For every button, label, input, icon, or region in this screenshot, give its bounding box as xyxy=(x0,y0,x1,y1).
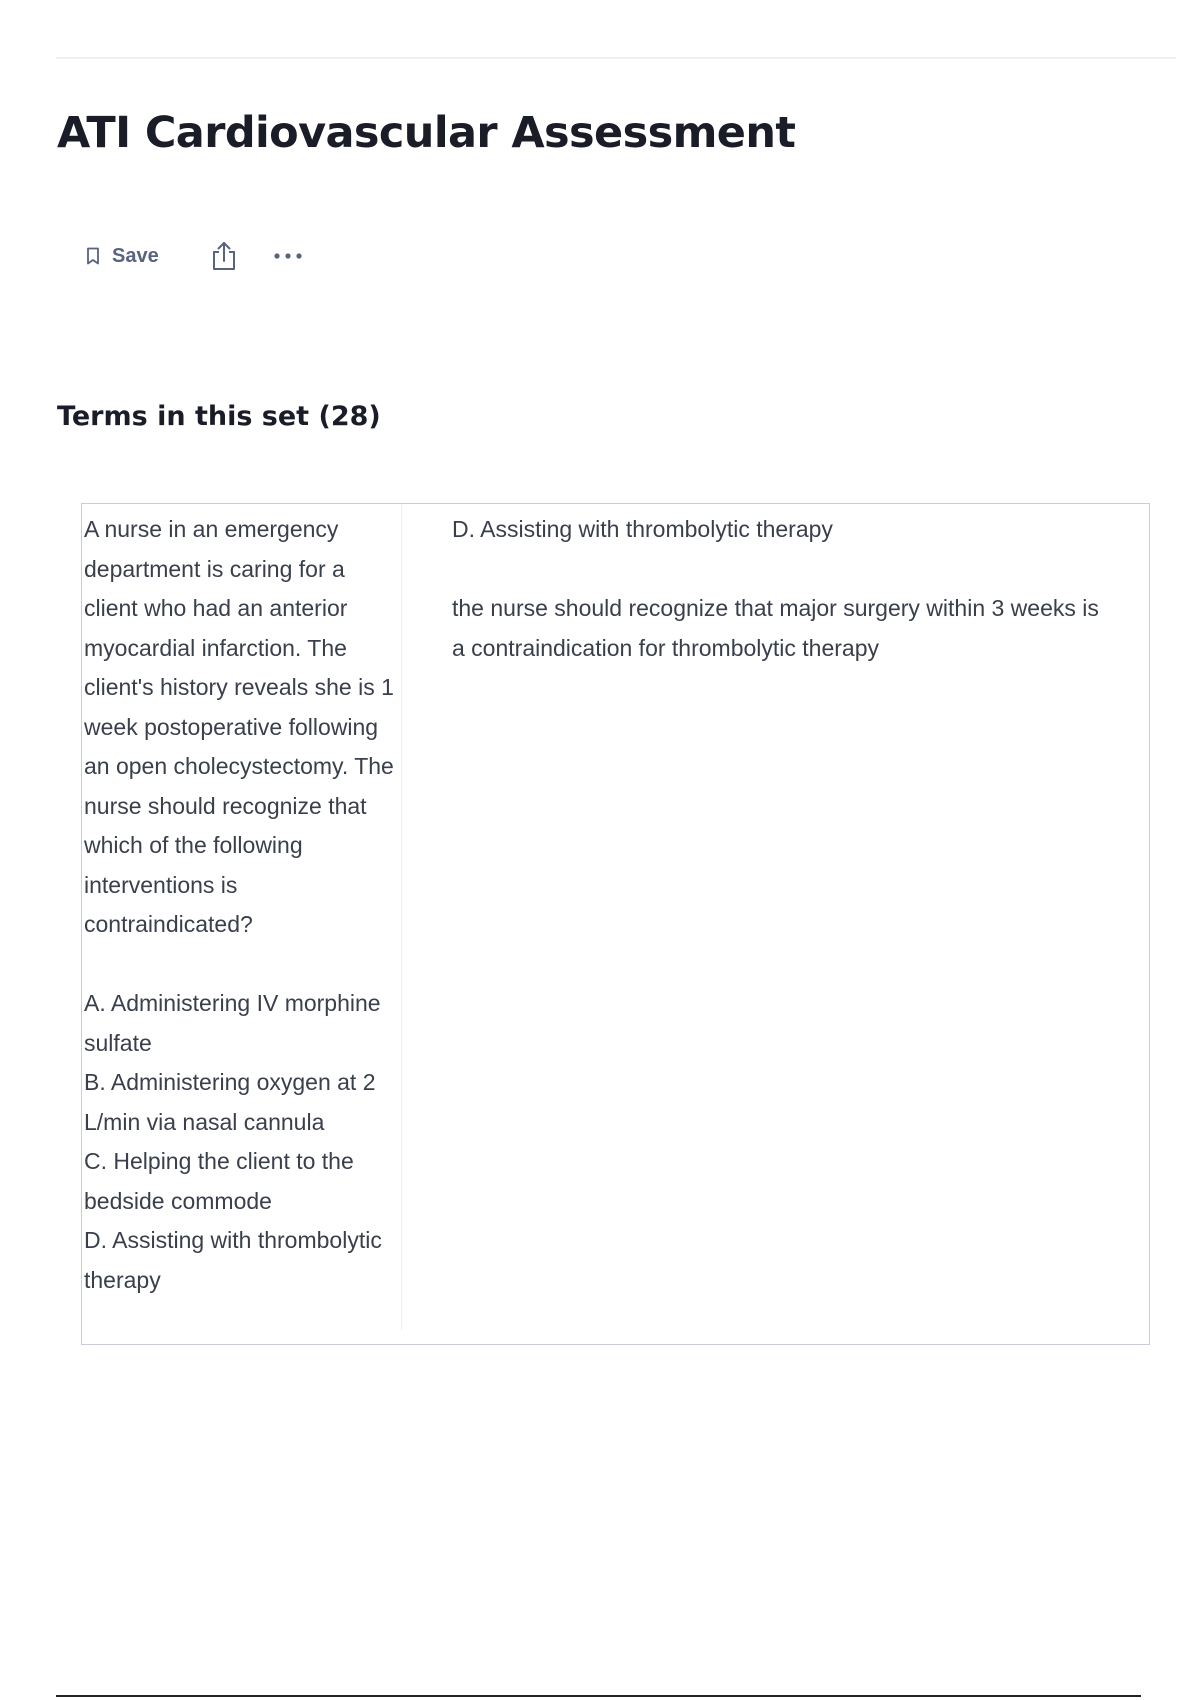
top-divider xyxy=(56,57,1176,59)
definition xyxy=(402,504,1149,1344)
save-button[interactable] xyxy=(86,245,159,268)
terms-count-heading: Terms in this set (28) xyxy=(57,401,381,432)
share-icon xyxy=(211,241,237,271)
save-label: Save xyxy=(112,244,159,267)
definition-answer: D. Assisting with thrombolytic therapy xyxy=(452,516,833,542)
more-options-icon xyxy=(273,252,303,260)
bottom-divider xyxy=(56,1695,1141,1697)
term-card xyxy=(81,503,1150,1345)
page-title: ATI Cardiovascular Assessment xyxy=(57,108,796,158)
share-button[interactable] xyxy=(211,241,237,271)
more-options-button[interactable] xyxy=(273,252,303,260)
set-toolbar xyxy=(86,236,303,276)
term-text: A nurse in an emergency department is caring for a client who had an anterior myocardial infarction. The client's history reveals she is 1 week postoperative following an open cholecystectomy. The nurse should recognize that which of the following interventions is contraindicated? A. Administering IV morphine sulfate B. Administering oxygen at 2 L/min via nasal cannula C. Helping the client to the bedside commode D. Assisting with thrombolytic therapy xyxy=(82,504,402,1330)
definition-rationale: the nurse should recognize that major surgery within 3 weeks is a contraindication for thrombolytic therapy xyxy=(452,595,1099,661)
bookmark-icon xyxy=(86,247,100,265)
